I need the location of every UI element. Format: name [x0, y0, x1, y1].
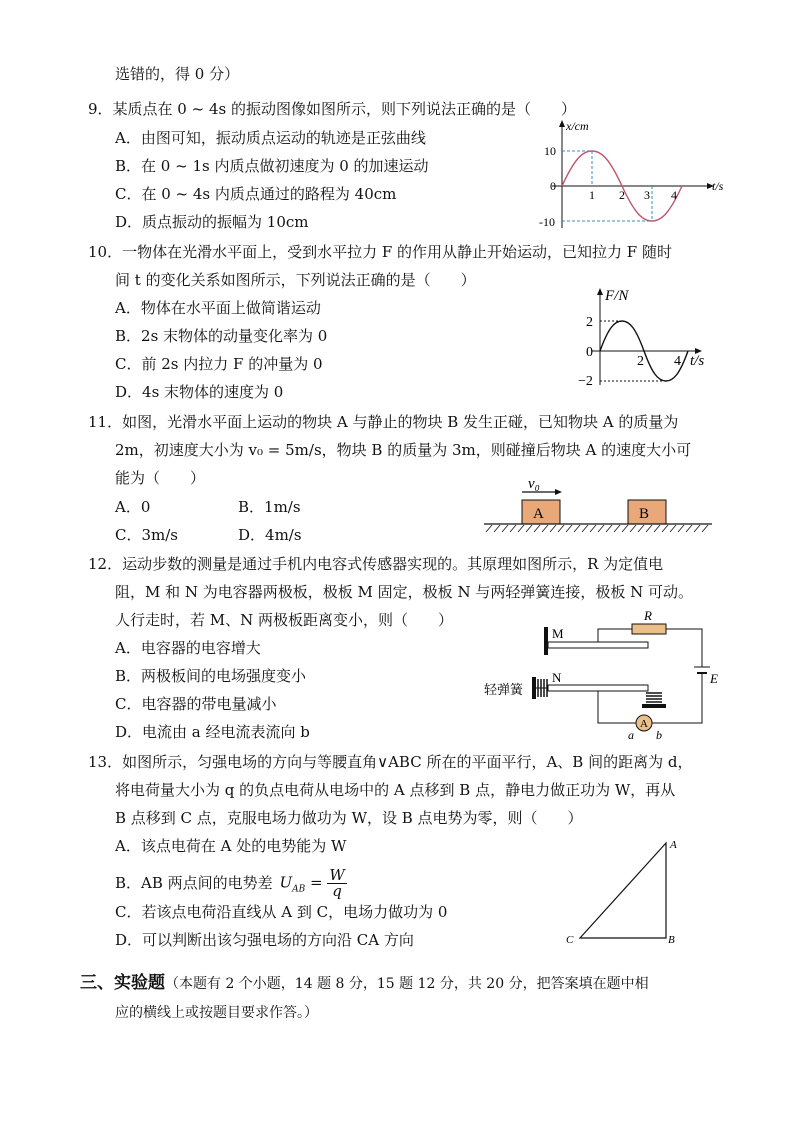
- q9-option-a: A．由图可知，振动质点运动的轨迹是正弦曲线: [115, 129, 426, 147]
- q12-plate-m-label: M: [552, 626, 564, 641]
- q12-right-spring: [646, 693, 662, 702]
- q13-formula-numerator: W: [329, 866, 345, 884]
- q9-xtick-1: 1: [589, 188, 595, 202]
- q12-stem-3: 人行走时，若 M、N 两极板距离变小，则（ ）: [115, 611, 454, 629]
- q10-xtick-4: 4: [674, 354, 681, 369]
- q10-ytick-0: 0: [586, 345, 593, 360]
- q13-triangle-abc: [580, 843, 666, 938]
- q13-option-a: A．该点电荷在 A 处的电势能为 W: [115, 837, 347, 855]
- q11-option-c: C．3m/s: [115, 526, 178, 544]
- q12-plate-n-label: N: [552, 670, 562, 685]
- q11-collision-figure: [480, 470, 720, 540]
- q12-plate-n: [548, 685, 648, 691]
- q13-formula-sub: AB: [292, 884, 306, 895]
- q11-stem-1: 11．如图，光滑水平面上运动的物块 A 与静止的物块 B 发生正碰，已知物块 A 的质量为: [88, 413, 679, 431]
- q9-ytick-neg10: -10: [539, 215, 555, 229]
- q12-capacitor-circuit: [480, 605, 720, 750]
- q11-option-a: A．0: [115, 498, 151, 516]
- q12-plate-m: [548, 642, 648, 648]
- q12-option-a: A．电容器的电容增大: [115, 639, 261, 657]
- q10-ytick-2: 2: [586, 315, 593, 330]
- section3-note-2: 应的横线上或按题目要求作答。）: [115, 1005, 318, 1021]
- q10-option-a: A．物体在水平面上做简谐运动: [115, 299, 321, 317]
- q11-stem-3: 能为（ ）: [115, 469, 206, 487]
- q12-option-c: C．电容器的带电量减小: [115, 695, 277, 713]
- q12-option-b: B．两极板间的电场强度变小: [115, 667, 307, 685]
- q9-option-c: C．在 0 ~ 4s 内质点通过的路程为 40cm: [115, 185, 397, 203]
- q11-option-b: B．1m/s: [238, 498, 301, 516]
- q9-ytick-0: 0: [550, 179, 556, 193]
- q10-xtick-2: 2: [637, 354, 644, 369]
- q10-xlabel: t/s: [690, 353, 705, 369]
- q13-stem-3: B 点移到 C 点，克服电场力做功为 W，设 B 点电势为零，则（ ）: [115, 809, 583, 827]
- section3-heading: [80, 973, 649, 994]
- q13-stem-2: 将电荷量大小为 q 的负点电荷从电场中的 A 点移到 B 点，静电力做正功为 W，再从: [115, 781, 676, 799]
- q13-vertex-c: C: [566, 934, 574, 946]
- q9-option-d: D．质点振动的振幅为 10cm: [115, 213, 309, 231]
- q10-stem-2: 间 t 的变化关系如图所示，下列说法正确的是（ ）: [115, 271, 476, 289]
- q12-stem-2: 阻，M 和 N 为电容器两极板，极板 M 固定，极板 N 与两轻弹簧连接，极板 N 可动。: [115, 583, 694, 601]
- q10-stem-1: 10．一物体在光滑水平面上，受到水平拉力 F 的作用从静止开始运动，已知拉力 F 随时: [88, 243, 672, 261]
- q12-source-label: E: [710, 671, 718, 686]
- q10-option-c: C．前 2s 内拉力 F 的冲量为 0: [115, 355, 323, 373]
- q9-xtick-3: 3: [644, 188, 650, 202]
- q13-stem-1: 13．如图所示，匀强电场的方向与等腰直角∨ABC 所在的平面平行，A、B 间的距离为 d，: [88, 753, 693, 771]
- q13-vertex-b: B: [668, 934, 675, 946]
- q9-ytick-10: 10: [544, 144, 556, 158]
- q9-xlabel: t/s: [712, 179, 724, 193]
- q13-triangle-figure: [560, 835, 690, 950]
- q13-option-d: D．可以判断出该匀强电场的方向沿 CA 方向: [115, 931, 414, 949]
- q13-option-b-text: B．AB 两点间的电势差: [115, 873, 273, 892]
- q10-ylabel: F/N: [605, 288, 629, 304]
- q11-option-d: D．4m/s: [238, 526, 302, 544]
- q11-velocity-label: v₀: [528, 476, 540, 492]
- q9-stem: 9．某质点在 0 ~ 4s 的振动图像如图所示，则下列说法正确的是（ ）: [88, 100, 576, 118]
- q13-option-b: B．AB 两点间的电势差 $U_{AB}$ = $\frac{W}{q}$: [115, 866, 345, 900]
- q10-ytick-neg2: −2: [578, 374, 593, 389]
- q9-option-b: B．在 0 ~ 1s 内质点做初速度为 0 的加速运动: [115, 157, 429, 175]
- q9-xtick-4: 4: [671, 188, 677, 202]
- q9-ylabel: x/cm: [566, 119, 589, 133]
- q10-option-d: D．4s 末物体的速度为 0: [115, 383, 284, 401]
- q13-formula-denominator: q: [332, 882, 342, 900]
- q12-stem-1: 12．运动步数的测量是通过手机内电容式传感器实现的。其原理如图所示，R 为定值电: [88, 555, 664, 573]
- prev-question-tail: 选错的，得 0 分）: [115, 65, 240, 83]
- q9-xtick-2: 2: [619, 188, 625, 202]
- q10-force-graph: [570, 285, 730, 390]
- q11-block-a-label: A: [533, 506, 544, 522]
- q11-block-b-label: B: [639, 506, 650, 522]
- q12-resistor-label: R: [644, 608, 652, 623]
- q12-resistor: [632, 624, 666, 634]
- q10-option-b: B．2s 末物体的动量变化率为 0: [115, 327, 328, 345]
- q11-ground-hatch: [486, 525, 708, 532]
- q9-vibration-graph: [530, 118, 730, 238]
- q13-formula-u: U: [279, 873, 293, 892]
- q12-ammeter-label: A: [640, 718, 648, 730]
- q12-spring-label: 轻弹簧: [484, 682, 524, 697]
- q12-node-b: b: [656, 728, 662, 742]
- q13-vertex-a: A: [670, 839, 677, 851]
- q12-option-d: D．电流由 a 经电流表流向 b: [115, 723, 310, 741]
- q11-stem-2: 2m，初速度大小为 v₀ = 5m/s，物块 B 的质量为 3m，则碰撞后物块 A 的速度大小可: [115, 441, 692, 459]
- section3-title: 三、实验题: [80, 973, 165, 993]
- section3-note-1: （本题有 2 个小题，14 题 8 分，15 题 12 分，共 20 分，把答案填在题中相: [165, 976, 649, 992]
- q13-option-c: C．若该点电荷沿直线从 A 到 C，电场力做功为 0: [115, 903, 448, 921]
- q12-node-a: a: [628, 728, 634, 742]
